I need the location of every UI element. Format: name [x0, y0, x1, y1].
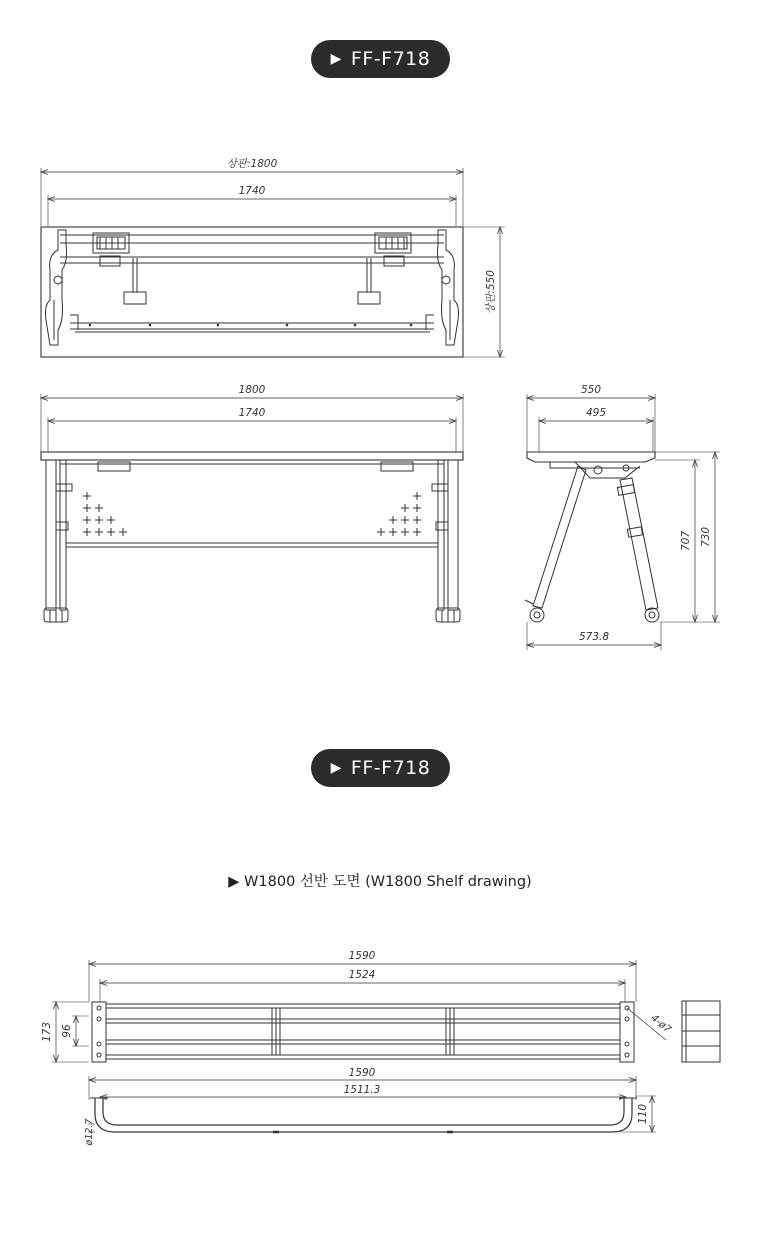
dim-shelf-173: 173	[41, 1021, 53, 1043]
dim-shelf2-inner: 1511.3	[343, 1084, 381, 1096]
model-badge-label: FF-F718	[350, 757, 431, 779]
side-leg-front	[533, 466, 586, 608]
dim-front-overall: 1800	[238, 384, 266, 396]
dim-shelf-inner: 1524	[348, 969, 376, 981]
dim-shelf2-tube: ø12.7	[84, 1118, 95, 1146]
shelf-tube-inner	[103, 1098, 624, 1125]
dim-shelf2-110: 110	[637, 1103, 649, 1125]
front-leg-right	[448, 460, 458, 610]
modesty-panel-pattern-right	[377, 492, 421, 536]
play-arrow-icon: ▶	[330, 51, 342, 67]
tabletop-outline	[41, 227, 463, 357]
dim-side-inner: 495	[585, 407, 607, 419]
play-arrow-icon: ▶	[330, 760, 342, 776]
side-leg-rear	[620, 478, 658, 610]
dim-shelf-holes: 4-ø7	[648, 1012, 673, 1036]
front-tabletop	[41, 452, 463, 460]
dim-top-overall: 상판:1800	[226, 158, 278, 170]
dim-front-inner: 1740	[238, 407, 266, 419]
model-badge-label: FF-F718	[350, 48, 431, 70]
side-view	[525, 394, 720, 650]
dim-shelf-overall: 1590	[348, 950, 376, 962]
dim-shelf-96: 96	[61, 1024, 73, 1038]
dim-side-730: 730	[700, 526, 712, 548]
dim-top-inner: 1740	[238, 185, 266, 197]
shelf-tube-outer	[95, 1098, 632, 1132]
top-view	[41, 168, 505, 357]
shelf-drawing-caption: ▶ W1800 선반 도면 (W1800 Shelf drawing)	[228, 874, 532, 890]
dim-side-top: 550	[580, 384, 602, 396]
shelf-plan-view	[52, 960, 720, 1062]
modesty-panel-pattern-left	[83, 492, 127, 536]
dim-side-base: 573.8	[578, 631, 610, 643]
side-tabletop	[527, 452, 655, 462]
dim-shelf2-overall: 1590	[348, 1067, 376, 1079]
dim-top-depth: 상판:550	[485, 270, 497, 314]
front-leg-left	[46, 460, 56, 610]
dim-side-707: 707	[680, 530, 692, 552]
front-view	[41, 394, 463, 622]
